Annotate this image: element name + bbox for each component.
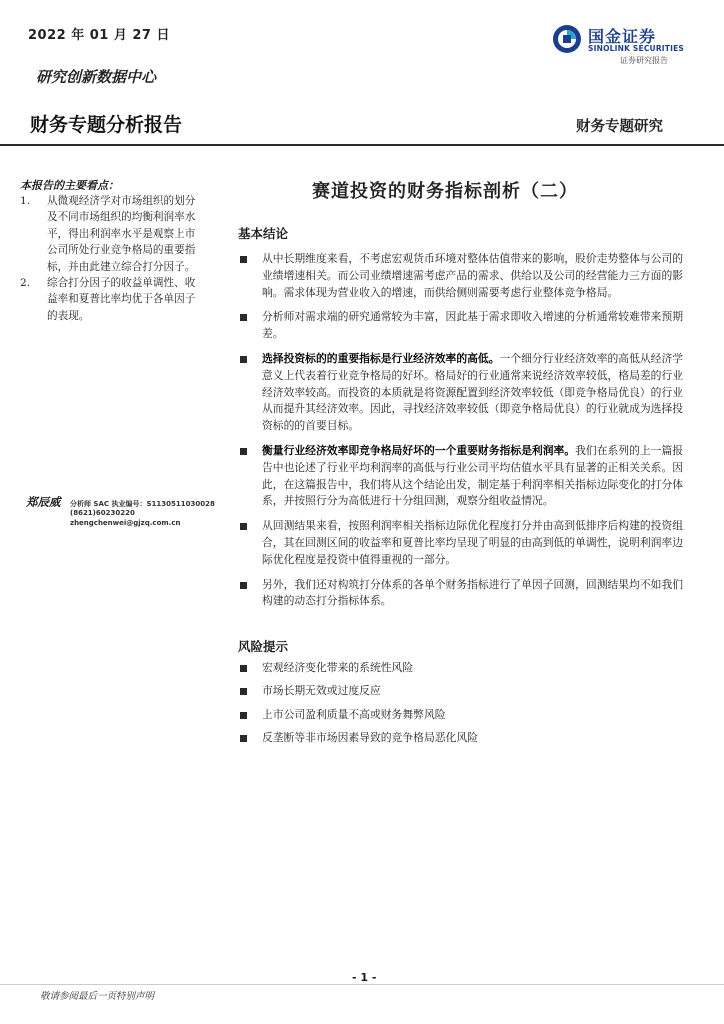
- bullet-square-icon: [240, 688, 247, 695]
- risk-item: [238, 683, 690, 700]
- conclusion-text: 从回测结果来看，按照利润率相关指标边际优化程度打分并由高到低排序后构建的投资组合，其在回测区间的收益率和夏普比率均呈现了明显的由高到低的单调性，说明利润率边际优化程度是投资中值得重视的一部分。: [262, 519, 684, 566]
- conclusion-text: 分析师对需求端的研究通常较为丰富，因此基于需求即收入增速的分析通常较难带来预期差。: [262, 310, 684, 341]
- bullet-square-icon: [240, 314, 247, 321]
- highlights-title: 本报告的主要看点：: [20, 179, 119, 192]
- report-title: 赛道投资的财务指标剖析（二）: [312, 181, 578, 202]
- conclusion-bold-lead: 衡量行业经济效率即竞争格局好坏的一个重要财务指标是利润率。: [262, 443, 576, 457]
- bullet-square-icon: [240, 712, 247, 719]
- conclusion-text: 一个细分行业经济效率的高低从经济学意义上代表着行业竞争格局的好坏。格局好的行业通常来说经济效率较低，格局差的行业经济效率较高。而投资的本质就是将资源配置到经济效率较低（即竞争格局优良）的行业从而提升其经济效率。因此，寻找经济效率较低（即竞争格局优良）的行业就成为选择投资标的的首要目标。: [262, 351, 684, 433]
- risk-item: [238, 730, 690, 747]
- conclusion-bold-lead: 选择投资标的的重要指标是行业经济效率的高低。: [262, 351, 500, 365]
- bullet-square-icon: [240, 665, 247, 672]
- bullet-square-icon: [240, 582, 247, 589]
- report-date: 2022 年 01 月 27 日: [28, 28, 170, 43]
- section-heading-conclusions: 基本结论: [238, 226, 289, 241]
- bullet-square-icon: [240, 523, 247, 530]
- conclusion-item: [238, 518, 690, 568]
- report-series: 财务专题研究: [576, 118, 663, 135]
- bullet-square-icon: [240, 448, 247, 455]
- highlight-item: [20, 193, 205, 275]
- risk-text: 市场长期无效或过度反应: [262, 684, 381, 698]
- analyst-phone: (8621)60230220: [70, 509, 135, 517]
- section-heading-risks: 风险提示: [238, 639, 289, 654]
- sinolink-logo-icon: [552, 24, 582, 54]
- conclusion-item: [238, 309, 690, 343]
- research-center-name: 研究创新数据中心: [36, 68, 157, 86]
- conclusion-item: [238, 351, 690, 435]
- bullet-square-icon: [240, 356, 247, 363]
- conclusion-text: 从中长期维度来看，不考虑宏观货币环境对整体估值带来的影响，股价走势整体与公司的业绩增速相关。而公司业绩增速需考虑产品的需求、供给以及公司的经营能力三方面的影响。需求体现为营业收入的增速，而供给侧则需要考虑行业整体竞争格局。: [262, 252, 684, 299]
- page-number: - 1 -: [352, 971, 377, 984]
- highlight-text: 综合打分因子的收益单调性、收益率和夏普比率均优于各单因子的表现。: [47, 277, 196, 322]
- footer-divider: [0, 984, 724, 985]
- bullet-square-icon: [240, 735, 247, 742]
- risk-text: 上市公司盈利质量不高或财务舞弊风险: [262, 707, 446, 721]
- risk-text: 反垄断等非市场因素导致的竞争格局恶化风险: [262, 730, 478, 744]
- analyst-certification: 分析师 SAC 执业编号：S1130511030028: [70, 500, 215, 508]
- brand-name-cn: 国金证券: [588, 27, 657, 46]
- analyst-email[interactable]: zhengchenwei@gjzq.com.cn: [70, 519, 181, 527]
- highlight-number: 2.: [20, 277, 31, 290]
- conclusion-text: 另外，我们还对构筑打分体系的各单个财务指标进行了单因子回测，回测结果均不如我们构建的动态打分指标体系。: [262, 577, 684, 608]
- footer-disclaimer[interactable]: 敬请参阅最后一页特别声明: [40, 991, 155, 1002]
- header-divider: [0, 144, 724, 146]
- highlight-item: [20, 275, 205, 324]
- risk-item: [238, 660, 690, 677]
- conclusion-item: [238, 577, 690, 611]
- conclusion-item: [238, 251, 690, 301]
- conclusions-list: [238, 251, 690, 618]
- risks-list: [238, 660, 690, 753]
- bullet-square-icon: [240, 256, 247, 263]
- report-type: 财务专题分析报告: [30, 114, 183, 136]
- risk-text: 宏观经济变化带来的系统性风险: [262, 661, 414, 674]
- conclusion-item: [238, 443, 690, 510]
- brand-name-en: SINOLINK SECURITIES: [588, 44, 685, 53]
- highlight-number: 1.: [20, 195, 31, 207]
- brand-subtitle: 证券研究报告: [620, 56, 668, 65]
- highlight-text: 从微观经济学对市场组织的划分及不同市场组织的均衡利润率水平，得出利润率水平是观察上市公司所处行业竞争格局的重要指标，并由此建立综合打分因子。: [47, 195, 196, 273]
- highlights-list: [20, 193, 205, 324]
- analyst-name: 郑辰威: [26, 495, 61, 509]
- conclusion-text: 我们在系列的上一篇报告中也论述了行业平均利润率的高低与行业公司平均估值水平具有显著的正相关关系。因此，在这篇报告中，我们将从这个结论出发，制定基于利润率相关指标边际变化的打分体系，并按照行分为高低进行十分组回测，观察分组收益情况。: [262, 443, 684, 508]
- risk-item: [238, 707, 690, 724]
